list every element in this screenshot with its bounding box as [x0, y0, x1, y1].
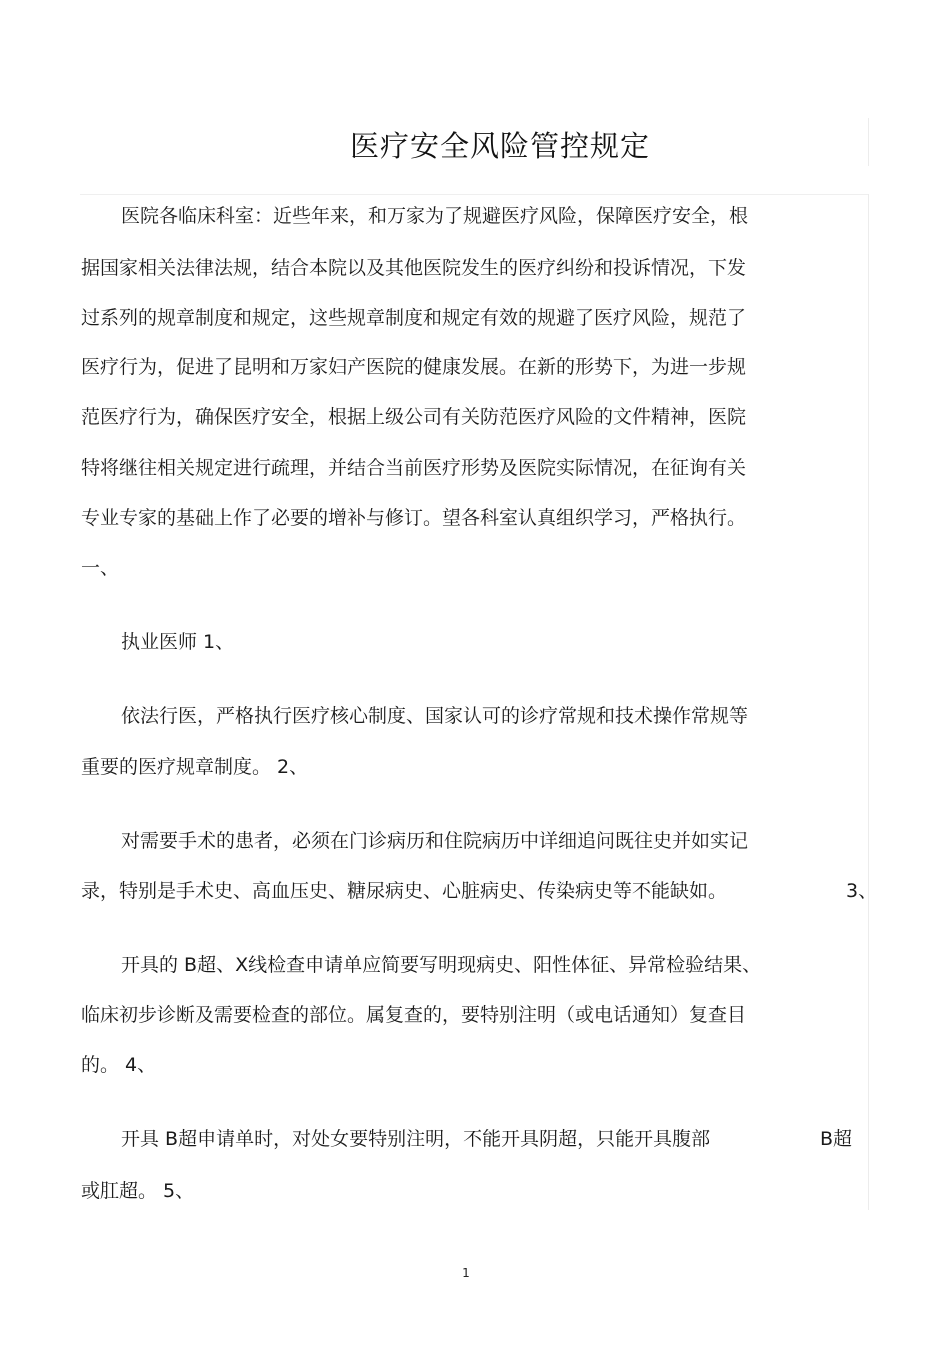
- page-number: 1: [462, 1266, 470, 1280]
- body-line-item3-c: 的。 4、: [81, 1054, 157, 1076]
- body-line-1: 医院各临床科室：近些年来，和万家为了规避医疗风险，保障医疗安全，根: [121, 205, 749, 227]
- document-title: 医疗安全风险管控规定: [349, 129, 650, 163]
- body-line-item4-b: 或肛超。 5、: [81, 1180, 195, 1202]
- body-line-2: 据国家相关法律法规，结合本院以及其他医院发生的医疗纠纷和投诉情况，下发: [81, 257, 747, 279]
- body-line-item2-a: 对需要手术的患者，必须在门诊病历和住院病历中详细追问既往史并如实记: [121, 830, 749, 852]
- body-line-item1-b: 重要的医疗规章制度。 2、: [81, 756, 309, 778]
- body-line-7: 专业专家的基础上作了必要的增补与修订。望各科室认真组织学习，严格执行。: [81, 507, 747, 529]
- body-line-4: 医疗行为，促进了昆明和万家妇产医院的健康发展。在新的形势下，为进一步规: [81, 356, 747, 378]
- item-number-3: 3、: [846, 880, 878, 902]
- body-line-6: 特将继往相关规定进行疏理，并结合当前医疗形势及医院实际情况，在征询有关: [81, 457, 747, 479]
- page-frame-divider: [80, 194, 869, 195]
- section-heading-1: 一、: [81, 557, 120, 579]
- body-line-item3-b: 临床初步诊断及需要检查的部位。属复查的，要特别注明（或电话通知）复查目: [81, 1004, 747, 1026]
- body-line-5: 范医疗行为，确保医疗安全，根据上级公司有关防范医疗风险的文件精神，医院: [81, 406, 747, 428]
- body-line-item4-a: 开具 B超申请单时，对处女要特别注明，不能开具阴超，只能开具腹部: [121, 1128, 711, 1150]
- body-line-item4-a-end: B超: [820, 1128, 853, 1150]
- body-line-3: 过系列的规章制度和规定，这些规章制度和规定有效的规避了医疗风险，规范了: [81, 307, 747, 329]
- body-line-item1-a: 依法行医，严格执行医疗核心制度、国家认可的诊疗常规和技术操作常规等: [121, 705, 749, 727]
- body-line-item2-b: 录，特别是手术史、高血压史、糖尿病史、心脏病史、传染病史等不能缺如。: [81, 880, 728, 902]
- subheading-practicing-physician: 执业医师 1、: [121, 631, 235, 653]
- page-frame-right-body: [868, 194, 869, 1210]
- body-line-item3-a: 开具的 B超、X线检查申请单应简要写明现病史、阳性体征、异常检验结果、: [121, 954, 762, 976]
